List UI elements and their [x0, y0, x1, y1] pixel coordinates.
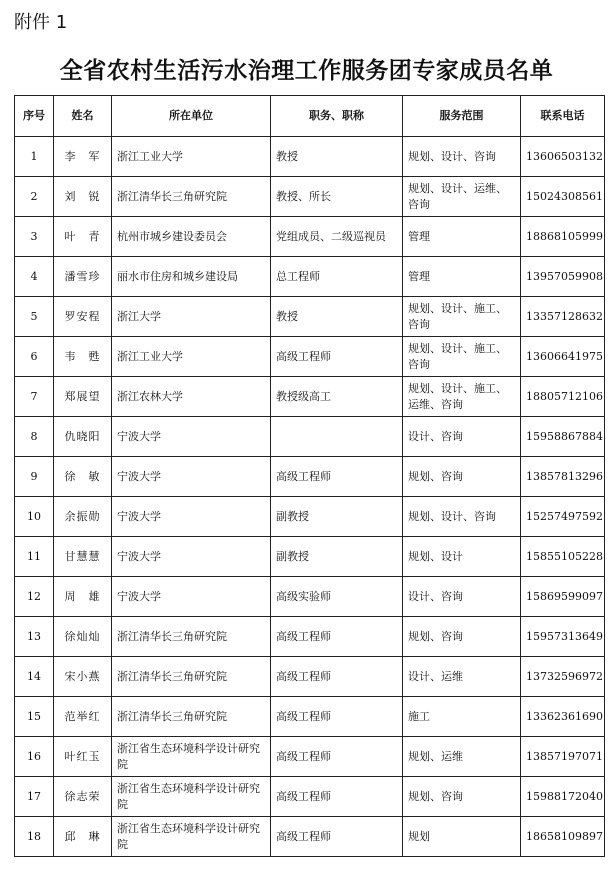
service-scope: 规划、设计 [403, 537, 521, 577]
table-body [15, 137, 605, 857]
table-row [15, 497, 605, 537]
table-row [15, 137, 605, 177]
row-number: 7 [15, 377, 54, 417]
column-header-phone: 联系电话 [521, 96, 605, 137]
expert-name: 宋小燕 [54, 657, 112, 697]
column-header-unit: 所在单位 [112, 96, 271, 137]
service-scope: 规划、设计、施工、咨询 [403, 297, 521, 337]
row-number: 4 [15, 257, 54, 297]
expert-name: 叶 青 [54, 217, 112, 257]
row-number: 9 [15, 457, 54, 497]
column-header-no: 序号 [15, 96, 54, 137]
phone-number: 13732596972 [521, 657, 605, 697]
row-number: 11 [15, 537, 54, 577]
service-scope: 规划、运维 [403, 737, 521, 777]
row-number: 15 [15, 697, 54, 737]
work-unit: 杭州市城乡建设委员会 [112, 217, 271, 257]
table-row [15, 417, 605, 457]
row-number: 17 [15, 777, 54, 817]
position-title: 高级工程师 [271, 737, 403, 777]
phone-number: 15024308561 [521, 177, 605, 217]
position-title: 教授、所长 [271, 177, 403, 217]
phone-number: 13857813296 [521, 457, 605, 497]
work-unit: 浙江省生态环境科学设计研究院 [112, 737, 271, 777]
table-row [15, 177, 605, 217]
position-title: 教授 [271, 297, 403, 337]
phone-number: 15257497592 [521, 497, 605, 537]
position-title: 高级工程师 [271, 657, 403, 697]
row-number: 18 [15, 817, 54, 857]
column-header-name: 姓名 [54, 96, 112, 137]
position-title: 高级工程师 [271, 617, 403, 657]
work-unit: 丽水市住房和城乡建设局 [112, 257, 271, 297]
expert-name: 韦 甦 [54, 337, 112, 377]
phone-number: 15957313649 [521, 617, 605, 657]
work-unit: 浙江工业大学 [112, 137, 271, 177]
service-scope: 管理 [403, 257, 521, 297]
expert-name: 仇晓阳 [54, 417, 112, 457]
work-unit: 浙江工业大学 [112, 337, 271, 377]
service-scope: 设计、运维 [403, 657, 521, 697]
work-unit: 浙江大学 [112, 297, 271, 337]
table-row [15, 577, 605, 617]
phone-number: 13606641975 [521, 337, 605, 377]
expert-name: 叶红玉 [54, 737, 112, 777]
phone-number: 18658109897 [521, 817, 605, 857]
row-number: 16 [15, 737, 54, 777]
position-title: 总工程师 [271, 257, 403, 297]
service-scope: 规划、咨询 [403, 617, 521, 657]
work-unit: 宁波大学 [112, 417, 271, 457]
position-title: 教授 [271, 137, 403, 177]
expert-name: 徐志荣 [54, 777, 112, 817]
service-scope: 规划、设计、施工、运维、咨询 [403, 377, 521, 417]
position-title: 副教授 [271, 537, 403, 577]
row-number: 14 [15, 657, 54, 697]
row-number: 10 [15, 497, 54, 537]
table-row [15, 657, 605, 697]
position-title: 高级工程师 [271, 697, 403, 737]
expert-name: 刘 锐 [54, 177, 112, 217]
service-scope: 设计、咨询 [403, 417, 521, 457]
expert-name: 罗安程 [54, 297, 112, 337]
phone-number: 18868105999 [521, 217, 605, 257]
table-row [15, 617, 605, 657]
position-title: 高级工程师 [271, 457, 403, 497]
service-scope: 规划、设计、施工、咨询 [403, 337, 521, 377]
phone-number: 13857197071 [521, 737, 605, 777]
table-row [15, 777, 605, 817]
phone-number: 13362361690 [521, 697, 605, 737]
service-scope: 规划、咨询 [403, 457, 521, 497]
phone-number: 13606503132 [521, 137, 605, 177]
phone-number: 13957059908 [521, 257, 605, 297]
service-scope: 施工 [403, 697, 521, 737]
service-scope: 管理 [403, 217, 521, 257]
row-number: 8 [15, 417, 54, 457]
row-number: 13 [15, 617, 54, 657]
position-title: 党组成员、二级巡视员 [271, 217, 403, 257]
row-number: 6 [15, 337, 54, 377]
work-unit: 浙江省生态环境科学设计研究院 [112, 777, 271, 817]
expert-name: 余振勋 [54, 497, 112, 537]
expert-name: 徐 敏 [54, 457, 112, 497]
table-header-row [15, 96, 605, 137]
work-unit: 浙江清华长三角研究院 [112, 177, 271, 217]
column-header-title: 职务、职称 [271, 96, 403, 137]
position-title: 高级工程师 [271, 777, 403, 817]
expert-name: 邱 琳 [54, 817, 112, 857]
row-number: 3 [15, 217, 54, 257]
work-unit: 宁波大学 [112, 497, 271, 537]
table-row [15, 817, 605, 857]
position-title: 副教授 [271, 497, 403, 537]
work-unit: 宁波大学 [112, 537, 271, 577]
table-row [15, 537, 605, 577]
expert-name: 郑展望 [54, 377, 112, 417]
document-title: 全省农村生活污水治理工作服务团专家成员名单 [59, 57, 554, 84]
service-scope: 规划、咨询 [403, 777, 521, 817]
service-scope: 规划、设计、咨询 [403, 137, 521, 177]
row-number: 5 [15, 297, 54, 337]
service-scope: 规划 [403, 817, 521, 857]
expert-name: 潘雪珍 [54, 257, 112, 297]
service-scope: 规划、设计、咨询 [403, 497, 521, 537]
table-row [15, 737, 605, 777]
position-title: 高级工程师 [271, 817, 403, 857]
table-row [15, 697, 605, 737]
phone-number: 18805712106 [521, 377, 605, 417]
column-header-scope: 服务范围 [403, 96, 521, 137]
row-number: 2 [15, 177, 54, 217]
table-row [15, 217, 605, 257]
expert-name: 范举红 [54, 697, 112, 737]
table-row [15, 377, 605, 417]
expert-name: 甘慧慧 [54, 537, 112, 577]
row-number: 12 [15, 577, 54, 617]
work-unit: 浙江农林大学 [112, 377, 271, 417]
expert-table [14, 95, 605, 857]
phone-number: 15855105228 [521, 537, 605, 577]
position-title: 教授级高工 [271, 377, 403, 417]
position-title: 高级工程师 [271, 337, 403, 377]
attachment-label: 附件 1 [14, 12, 68, 33]
table-row [15, 457, 605, 497]
work-unit: 浙江清华长三角研究院 [112, 697, 271, 737]
position-title: 高级实验师 [271, 577, 403, 617]
expert-name: 徐灿灿 [54, 617, 112, 657]
position-title [271, 417, 403, 457]
table-row [15, 297, 605, 337]
work-unit: 浙江省生态环境科学设计研究院 [112, 817, 271, 857]
phone-number: 13357128632 [521, 297, 605, 337]
work-unit: 浙江清华长三角研究院 [112, 617, 271, 657]
phone-number: 15958867884 [521, 417, 605, 457]
expert-name: 李 军 [54, 137, 112, 177]
table-row [15, 337, 605, 377]
work-unit: 宁波大学 [112, 577, 271, 617]
service-scope: 设计、咨询 [403, 577, 521, 617]
table-row [15, 257, 605, 297]
service-scope: 规划、设计、运维、咨询 [403, 177, 521, 217]
work-unit: 宁波大学 [112, 457, 271, 497]
row-number: 1 [15, 137, 54, 177]
phone-number: 15988172040 [521, 777, 605, 817]
expert-name: 周 雄 [54, 577, 112, 617]
phone-number: 15869599097 [521, 577, 605, 617]
work-unit: 浙江清华长三角研究院 [112, 657, 271, 697]
